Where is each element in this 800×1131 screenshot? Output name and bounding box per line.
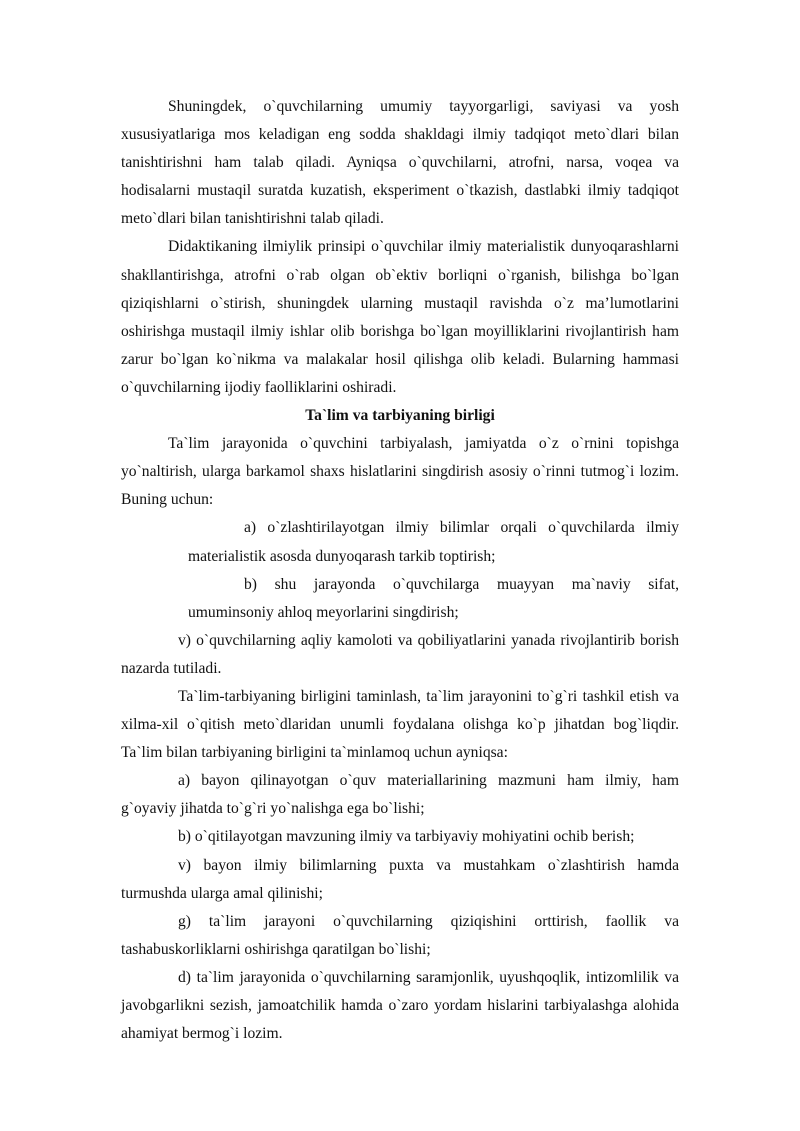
paragraph: Ta`lim jarayonida o`quvchini tarbiyalash, jamiyatda o`z o`rnini topishga yo`naltirish, ularga barkamol shaxs hislatlarini singdirish asosiy o`rinni tutmog`i lozim. Buning uchun: [121, 435, 679, 509]
paragraph: Didaktikaning ilmiylik prinsipi o`quvchilar ilmiy materialistik dunyoqarashlarni shakllantirishga, atrofni o`rab olgan ob`ektiv borliqni o`rganish, bilishga bo`lgan qiziqishlarni o`stirish, shuningdek ularning mustaqil ravishda o`z ma’lumotlarini oshirishga mustaqil ilmiy ishlar olib borishga bo`lgan moyilliklarini rivojlantirish ham zarur bo`lgan ko`nikma va malakalar hosil qilishga olib keladi. Bularning hammasi o`quvchilarning ijodiy faolliklarini oshiradi. [121, 238, 679, 396]
list-item: v) bayon ilmiy bilimlarning puxta va mustahkam o`zlashtirish hamda turmushda ularga amal qilinishi; [121, 856, 679, 902]
list-item: a) bayon qilinayotgan o`quv materiallarining mazmuni ham ilmiy, ham g`oyaviy jihatda to`g`ri yo`nalishga ega bo`lishi; [121, 772, 679, 818]
section-title: Ta`lim va tarbiyaning birligi [305, 407, 495, 425]
list-item: a) o`zlashtirilayotgan ilmiy bilimlar orqali o`quvchilarda ilmiy materialistik asosda dunyoqarash tarkib toptirish; [188, 519, 679, 565]
document-page [121, 93, 679, 1048]
paragraph: Shuningdek, o`quvchilarning umumiy tayyorgarligi, saviyasi va yosh xususiyatlariga mos keladigan eng sodda shakldagi ilmiy tadqiqot meto`dlari bilan tanishtirishni ham talab qiladi. Ayniqsa o`quvchilarni, atrofni, narsa, voqea va hodisalarni mustaqil suratda kuzatish, eksperiment o`tkazish, dastlabki ilmiy tadqiqot meto`dlari bilan tanishtirishni talab qiladi. [121, 98, 679, 228]
list-item: b) o`qitilayotgan mavzuning ilmiy va tarbiyaviy mohiyatini ochib berish; [178, 828, 635, 846]
list-item: v) o`quvchilarning aqliy kamoloti va qobiliyatlarini yanada rivojlantirib borish nazarda tutiladi. [121, 631, 679, 677]
list-item: d) ta`lim jarayonida o`quvchilarning saramjonlik, uyushqoqlik, intizomlilik va javobgarlikni sezish, jamoatchilik hamda o`zaro yordam hislarini tarbiyalashga alohida ahamiyat bermog`i lozim. [121, 968, 679, 1043]
paragraph: Ta`lim-tarbiyaning birligini taminlash, ta`lim jarayonini to`g`ri tashkil etish va xilma-xil o`qitish meto`dlaridan unumli foydalana olishga ko`p jihatdan bog`liqdir. Ta`lim bilan tarbiyaning birligini ta`minlamoq uchun ayniqsa: [121, 687, 679, 762]
list-item: g) ta`lim jarayoni o`quvchilarning qiziqishini orttirish, faollik va tashabuskorliklarni oshirishga qaratilgan bo`lishi; [121, 912, 679, 958]
list-item: b) shu jarayonda o`quvchilarga muayyan ma`naviy sifat, umuminsoniy ahloq meyorlarini singdirish; [188, 575, 679, 621]
